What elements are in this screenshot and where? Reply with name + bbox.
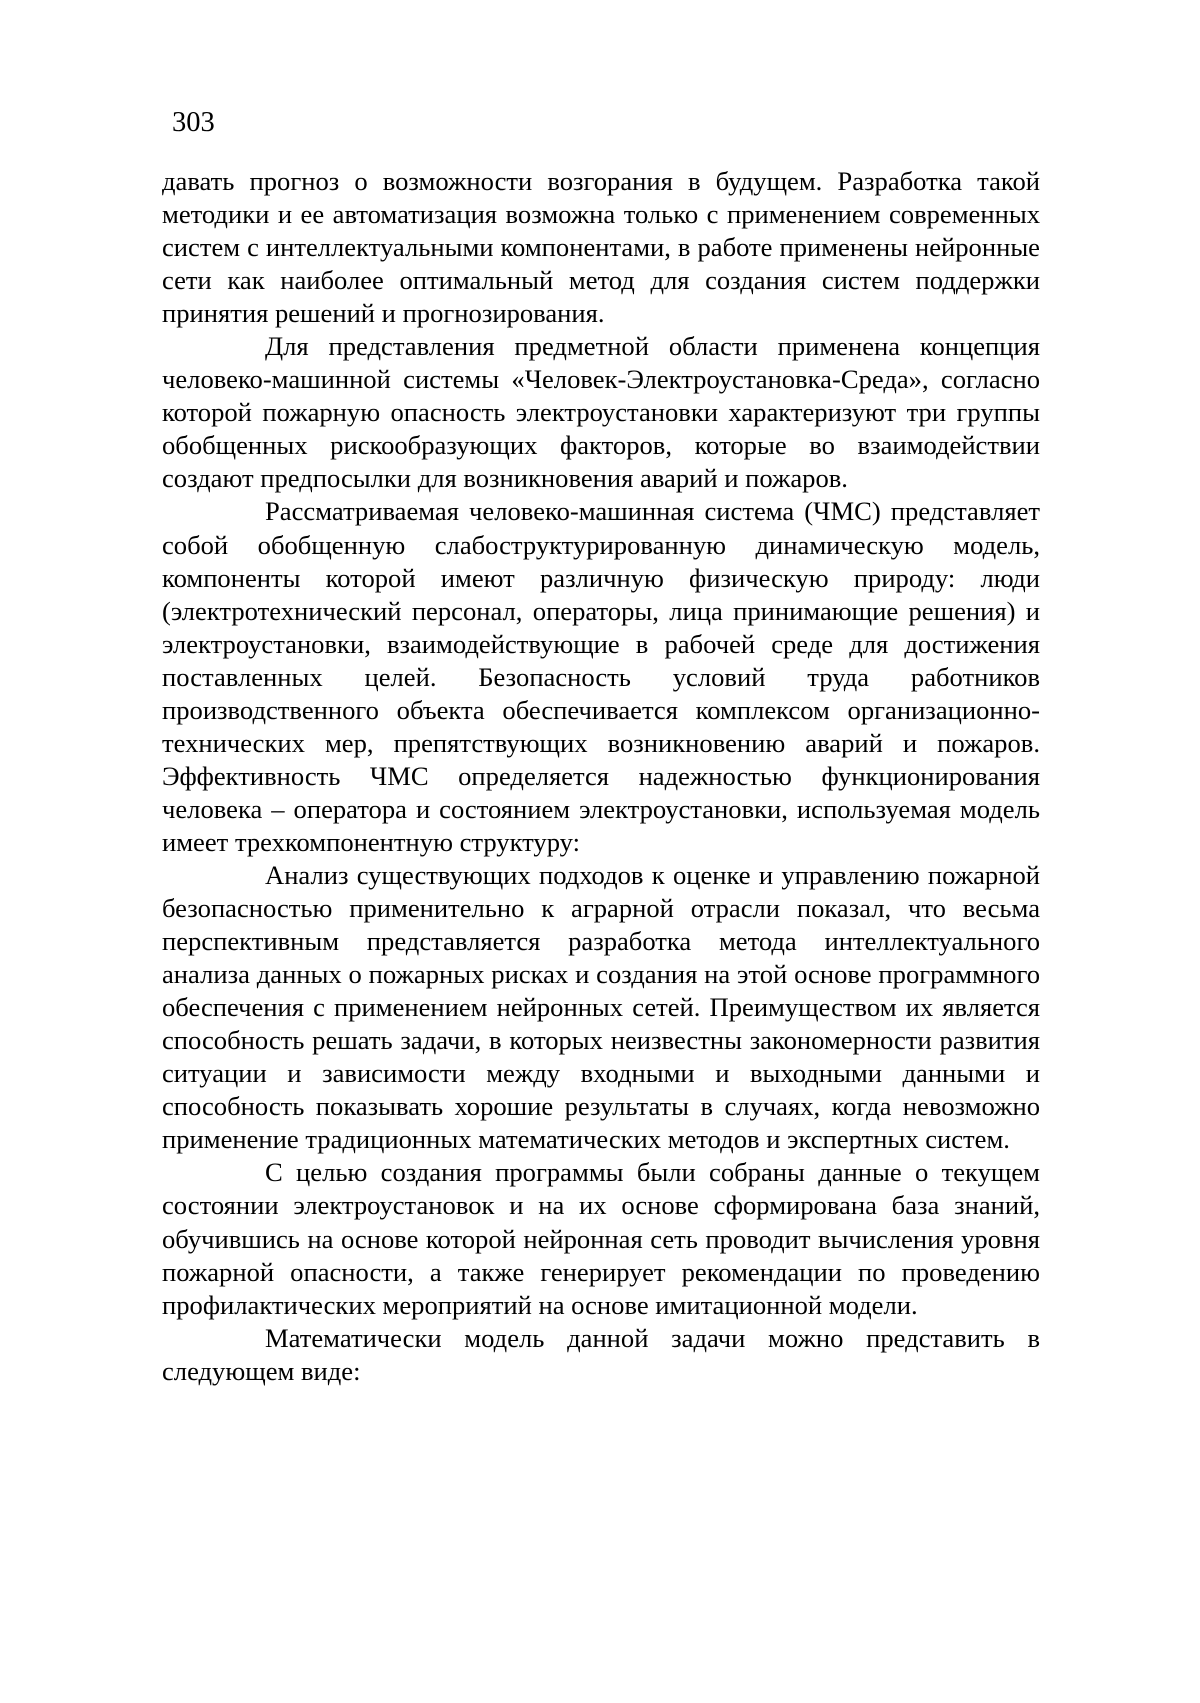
paragraph: С целью создания программы были собраны данные о текущем состоянии электроустановок и на их основе сформирована база знаний, обучившись на основе которой нейронная сеть проводит вычисления уровня пожарной опасности, а также генерирует рекомендации по проведению профилактических мероприятий на основе имитационной модели. [162,1157,1040,1320]
paragraph: Анализ существующих подходов к оценке и управлению пожарной безопасностью применительно к аграрной отрасли показал, что весьма перспективным представляется разработка метода интеллектуального анализа данных о пожарных рисках и создания на этой основе программного обеспечения с применением нейронных сетей. Преимуществом их является способность решать задачи, в которых неизвестны закономерности развития ситуации и зависимости между входными и выходными данными и способность показывать хорошие результаты в случаях, когда невозможно применение традиционных математических методов и экспертных систем. [162,859,1040,1155]
paragraph: Для представления предметной области применена концепция человеко-машинной системы «Человек-Электроустановка-Среда», согласно которой пожарную опасность электроустановки характеризуют три группы обобщенных рискообразующих факторов, которые во взаимодействии создают предпосылки для возникновения аварий и пожаров. [162,331,1040,494]
body-text [162,165,1040,1388]
paragraph: давать прогноз о возможности возгорания в будущем. Разработка такой методики и ее автоматизация возможна только с применением современных систем с интеллектуальными компонентами, в работе применены нейронные сети как наиболее оптимальный метод для создания систем поддержки принятия решений и прогнозирования. [162,166,1040,329]
paragraph: Математически модель данной задачи можно представить в следующем виде: [162,1322,1040,1386]
paragraph: Рассматриваемая человеко-машинная система (ЧМС) представляет собой обобщенную слабоструктурированную динамическую модель, компоненты которой имеют различную физическую природу: люди (электротехнический персонал, операторы, лица принимающие решения) и электроустановки, взаимодействующие в рабочей среде для достижения поставленных целей. Безопасность условий труда работников производственного объекта обеспечивается комплексом организационно-технических мер, препятствующих возникновению аварий и пожаров. Эффективность ЧМС определяется надежностью функционирования человека – оператора и состоянием электроустановки, используемая модель имеет трехкомпонентную структуру: [162,496,1040,857]
page-number: 303 [172,107,215,138]
